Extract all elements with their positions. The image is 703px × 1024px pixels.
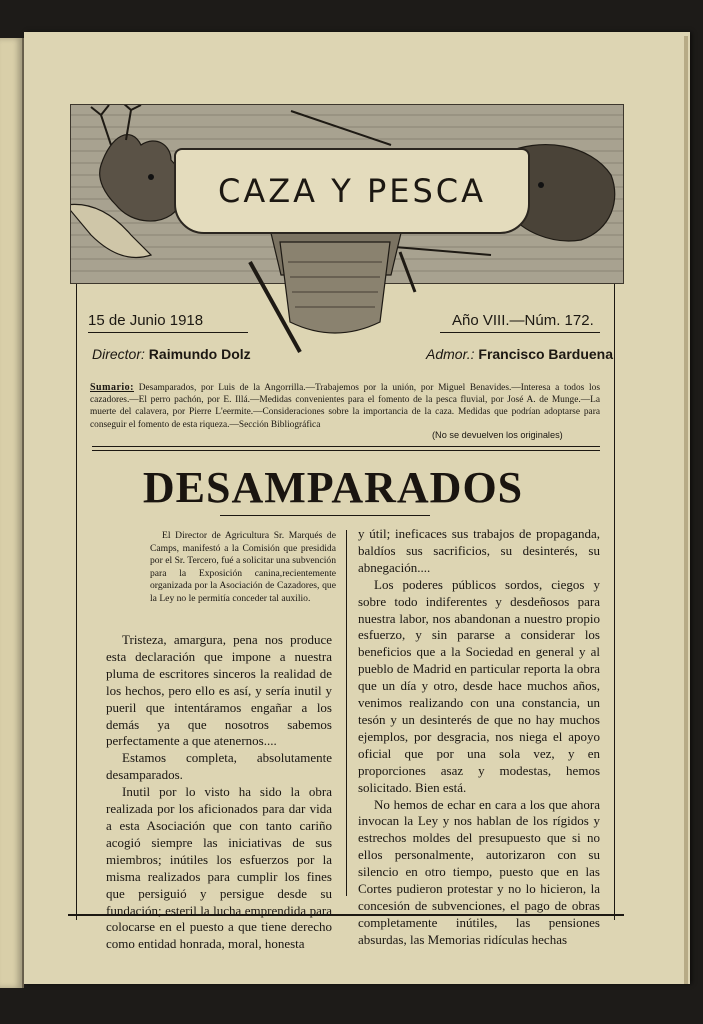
- director-line: [92, 346, 251, 362]
- paragraph: Inutil por lo visto ha sido la obra realizada por los aficionados para dar vida a esta Asociación que con tanto cariño acogió siempre las iniciativas de sus miembros; inútiles los esfuerzos por la misma realizados para cumplir los fines que persiguió y persigue desde su fundación; esteril la lucha emprendida para colocarse en el puesto a que tiene derecho como entidad honrada, moral, honesta: [106, 784, 332, 952]
- issue-number: Año VIII.—Núm. 172.: [452, 312, 594, 329]
- paragraph: y útil; ineficaces sus trabajos de propaganda, baldíos sus sacrificios, su desinterés, su abnegación....: [358, 526, 600, 575]
- magazine-title: CAZA Y PESCA: [218, 172, 486, 210]
- date-rule: [88, 332, 248, 333]
- director-label: Director:: [92, 346, 145, 362]
- left-border: [76, 284, 77, 920]
- page-edge: [684, 36, 688, 984]
- admor-label: Admor.:: [426, 346, 475, 362]
- article-intro: [150, 530, 336, 606]
- admor-line: [426, 346, 613, 362]
- left-page-edge: [0, 38, 24, 988]
- summary-rule-1: [92, 446, 600, 447]
- column-divider: [346, 530, 347, 896]
- summary-text: Desamparados, por Luis de la Angorrilla.—Trabajemos por la unión, por Miguel Benavides.—Interesa a todos los cazadores.—El perro pachón, por E. Illá.—Medidas convenientes para el fomento de la pesca fluvial, por José A. de Munge.—La muerte del calavera, por Pierre L'eermite.—Consideraciones sobre la importancia de la caza. Medidas que podrían adoptarse para conseguir el fomento de esta riqueza.—Sección Bibliográfica: [90, 383, 600, 430]
- article-column-2: [358, 526, 600, 949]
- summary-rule-2: [92, 450, 600, 451]
- summary-block: [90, 382, 600, 431]
- paragraph: Estamos completa, absolutamente desamparados.: [106, 750, 332, 783]
- director-name: Raimundo Dolz: [148, 346, 251, 362]
- hunting-gear-illustration: [240, 232, 420, 372]
- issue-date: 15 de Junio 1918: [88, 312, 204, 329]
- issue-rule: [440, 332, 600, 333]
- admor-name: Francisco Barduena: [478, 346, 613, 362]
- article-column-1: [106, 632, 332, 953]
- paragraph: Los poderes públicos sordos, ciegos y sobre todo indiferentes y desdeñosos para nuestra labor, nos abandonan a nuestro propio esfuerzo, y sin pararse a considerar los beneficios que a la Sociedad en general y al pueblo de Madrid en particular reporta la obra que un día y otro, desde hace muchos años, venimos realizando con una constancia, un tesón y un desinterés de que no hay muchos ejemplos, por desgracia, nos niega el apoyo oficial que por una sola vez, y en proporciones asaz y modestas, hemos solicitado. Bien está.: [358, 576, 600, 795]
- article-headline: DESAMPARADOS: [142, 463, 524, 512]
- magazine-title-plaque: [174, 148, 530, 234]
- originals-notice: (No se devuelven los originales): [432, 430, 563, 440]
- right-border: [614, 284, 615, 920]
- summary-label: Sumario:: [90, 382, 134, 393]
- headline-rule: [220, 515, 430, 516]
- paragraph: No hemos de echar en cara a los que ahora invocan la Ley y nos hablan de los rígidos y estrechos moldes del presupuesto que si no ellos personalmente, autorizaron con su silencio en otro tiempo, puesto que en las Cortes pudieron protestar y no lo hicieron, la concesión de subvenciones, el pago de obras completamente inútiles, las pensiones absurdas, las Memorias ridículas hechas: [358, 796, 600, 947]
- paragraph: Tristeza, amargura, pena nos produce esta declaración que impone a nuestra pluma de escritores sinceros la realidad de los hechos, pero ello es así, y sería inutil y pueril que intentáramos engañar a los demás ya que nosotros sabemos perfectamente a que atenernos....: [106, 632, 332, 749]
- intro-text: El Director de Agricultura Sr. Marqués de Camps, manifestó a la Comisión que presidida por el Sr. Tercero, fué a solicitar una subvención para la Exposición canina,recientemente organizada por la Asociación de Cazadores, que la Ley no le permitía conceder tal auxilio.: [150, 530, 336, 604]
